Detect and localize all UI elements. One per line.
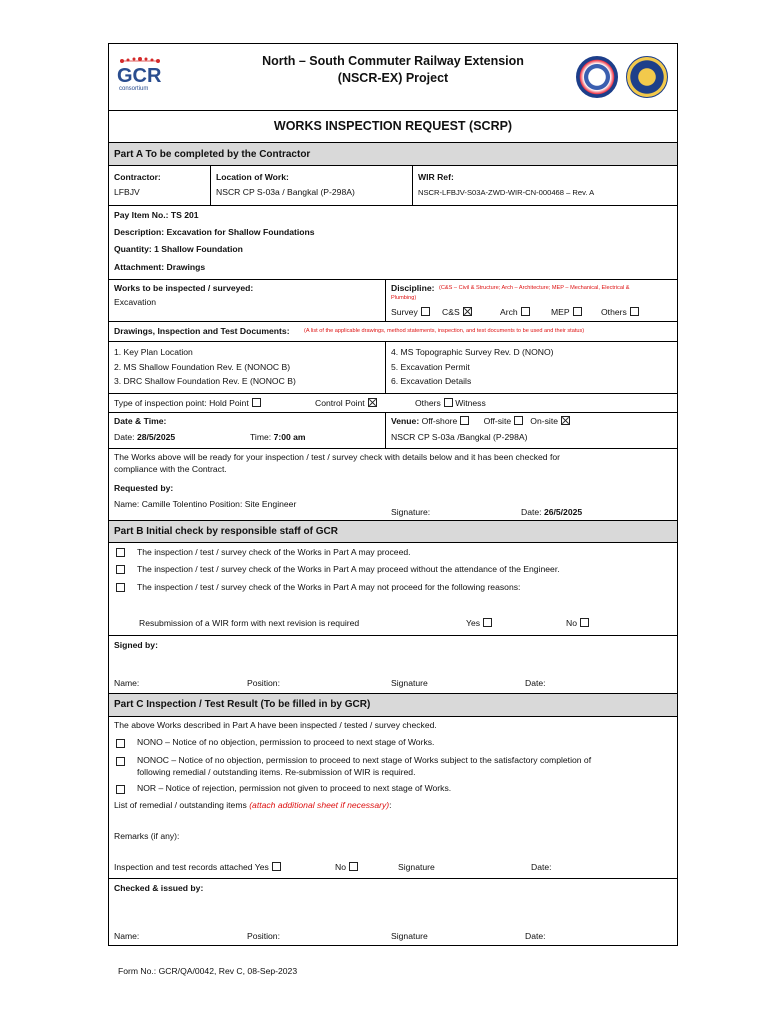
inspection-form [108, 43, 678, 946]
docs-note: (A list of the applicable drawings, method statements, inspection, and test documents to be used and their status) [304, 328, 585, 334]
docs-label: Drawings, Inspection and Test Documents: [114, 326, 290, 336]
nonoc-text-1: NONOC – Notice of no objection, permission to proceed to next stage of Works subject to the satisfactory completion of [137, 755, 592, 765]
option3-text: The inspection / test / survey check of the Works in Part A may not proceed for the following reasons: [137, 582, 521, 592]
part-a-header [109, 143, 677, 166]
option3-checkbox[interactable] [116, 583, 125, 592]
discipline-note-2: Plumbing) [391, 295, 417, 301]
works-discipline-row [109, 280, 677, 322]
control-point-checkbox-checked[interactable] [368, 398, 377, 407]
b-date-label: Date: [525, 678, 546, 688]
time-value: 7:00 am [273, 432, 306, 442]
venue-value: NSCR CP S-03a /Bangkal (P-298A) [391, 432, 528, 442]
part-c-body [109, 717, 677, 879]
discipline-label: Discipline: [391, 283, 435, 293]
part-b-signed-row [109, 636, 677, 694]
doc-item-6: 6. Excavation Details [391, 376, 472, 386]
c-date-label: Date: [531, 862, 552, 872]
records-no-checkbox[interactable] [349, 862, 358, 871]
disc-mep-checkbox[interactable] [573, 307, 582, 316]
resubmission-text: Resubmission of a WIR form with next revision is required [139, 618, 360, 628]
insp-others [415, 398, 486, 409]
docs-list-row [109, 342, 677, 394]
part-a-title: Part A To be completed by the Contractor [114, 149, 311, 160]
option1-text: The inspection / test / survey check of the Works in Part A may proceed. [137, 547, 411, 557]
disc-cs [442, 307, 472, 318]
logo-subtext: consortium [119, 86, 149, 92]
part-c-title: Part C Inspection / Test Result (To be filled in by GCR) [114, 699, 371, 710]
insp-witness-label: Witness [455, 398, 486, 408]
nono-checkbox[interactable] [116, 739, 125, 748]
form-number-footer: Form No.: GCR/QA/0042, Rev C, 08-Sep-2023 [118, 966, 298, 976]
quantity: Quantity: 1 Shallow Foundation [114, 244, 243, 254]
doc-item-4: 4. MS Topographic Survey Rev. D (NONO) [391, 347, 554, 357]
hold-point-checkbox[interactable] [252, 398, 261, 407]
part-b-header [109, 521, 677, 543]
form-header [109, 44, 677, 111]
contractor-label: Contractor: [114, 172, 161, 182]
works-value: Excavation [114, 297, 157, 307]
remedial-note: (attach additional sheet if necessary) [249, 800, 390, 810]
venue-offshore-label: Off-shore [421, 416, 458, 426]
c-signature-label: Signature [398, 862, 435, 872]
resub-yes-checkbox[interactable] [483, 618, 492, 627]
logo-text: GCR [117, 65, 162, 87]
contractor-row [109, 166, 677, 206]
nonoc-checkbox[interactable] [116, 757, 125, 766]
doc-item-1: 1. Key Plan Location [114, 347, 193, 357]
c-name-label: Name: [114, 931, 140, 941]
disc-cs-checkbox-checked[interactable] [463, 307, 472, 316]
records-yes-checkbox[interactable] [272, 862, 281, 871]
option2-text: The inspection / test / survey check of the Works in Part A may proceed without the attendance of the Engineer. [137, 564, 560, 574]
insp-control-label: Control Point [315, 398, 365, 408]
resub-no-label: No [566, 618, 577, 628]
resub-yes-label: Yes [466, 618, 481, 628]
project-title-line2: (NSCR-EX) Project [337, 71, 449, 85]
nonoc-text-2: following remedial / outstanding items. Re-submission of WIR is required. [137, 767, 416, 777]
requested-name: Name: Camille Tolentino Position: Site Engineer [114, 499, 297, 509]
insp-hold [114, 398, 261, 409]
disc-others-checkbox[interactable] [630, 307, 639, 316]
works-label: Works to be inspected / surveyed: [114, 283, 254, 293]
c-intro: The above Works described in Part A have been inspected / tested / survey checked. [114, 720, 437, 730]
inspection-type-row [109, 394, 677, 413]
records-no [335, 862, 358, 873]
part-c-header [109, 694, 677, 717]
ready-text-2: compliance with the Contract. [114, 464, 227, 474]
part-b-options [109, 543, 677, 636]
disc-cs-label: C&S [442, 307, 460, 317]
date-value: 28/5/2025 [136, 432, 176, 442]
date2-label: Date: [521, 507, 544, 517]
offshore-checkbox[interactable] [460, 416, 469, 425]
insp-type-label: Type of inspection point: Hold Point [114, 398, 249, 408]
venue-options [391, 416, 570, 427]
doc-item-2: 2. MS Shallow Foundation Rev. E (NONOC B) [114, 362, 291, 372]
insp-others-label: Others [415, 398, 441, 408]
attachment: Attachment: Drawings [114, 262, 206, 272]
option1-checkbox[interactable] [116, 548, 125, 557]
insp-control [315, 398, 377, 409]
description: Description: Excavation for Shallow Foundations [114, 227, 315, 237]
date-field [114, 432, 175, 443]
offsite-checkbox[interactable] [514, 416, 523, 425]
disc-arch [500, 307, 530, 318]
disc-survey-label: Survey [391, 307, 418, 317]
disc-arch-checkbox[interactable] [521, 307, 530, 316]
discipline-note-1: (C&S – Civil & Structure; Arch – Architecture; MEP – Mechanical, Electrical & [439, 285, 630, 291]
disc-others-label: Others [601, 307, 627, 317]
pay-item-block [109, 206, 677, 280]
others-checkbox[interactable] [444, 398, 453, 407]
c-signature2-label: Signature [391, 931, 428, 941]
time-label: Time: [250, 432, 274, 442]
contractor-value: LFBJV [114, 187, 140, 197]
option2-checkbox[interactable] [116, 565, 125, 574]
records-field [114, 862, 281, 873]
date2-field [521, 507, 582, 518]
requested-by-label: Requested by: [114, 483, 174, 493]
venue-onsite-label: On-site [530, 416, 558, 426]
disc-mep [551, 307, 582, 318]
datetime-venue-row [109, 413, 677, 449]
resub-no [566, 618, 589, 629]
signature-label: Signature: [391, 507, 431, 517]
pnr-seal-icon [626, 56, 668, 98]
disc-arch-label: Arch [500, 307, 518, 317]
remarks-label: Remarks (if any): [114, 831, 180, 841]
time-field [250, 432, 306, 443]
records-label: Inspection and test records attached Yes [114, 862, 269, 872]
doc-item-3: 3. DRC Shallow Foundation Rev. E (NONOC B) [114, 376, 296, 386]
disc-mep-label: MEP [551, 307, 570, 317]
venue-label: Venue: [391, 416, 420, 426]
signed-by-label: Signed by: [114, 640, 158, 650]
wir-label: WIR Ref: [418, 172, 454, 182]
ready-requested-row [109, 449, 677, 521]
resub-no-checkbox[interactable] [580, 618, 589, 627]
wir-value: NSCR-LFBJV-S03A-ZWD-WIR-CN-000468 – Rev. A [418, 188, 595, 197]
docs-header-row [109, 322, 677, 342]
disc-survey-checkbox[interactable] [421, 307, 430, 316]
datetime-label: Date & Time: [114, 416, 167, 426]
part-c-checked-row [109, 879, 677, 945]
checked-issued-label: Checked & issued by: [114, 883, 204, 893]
remedial-colon: : [389, 800, 392, 810]
date-label: Date: [114, 432, 137, 442]
nono-text: NONO – Notice of no objection, permission to proceed to next stage of Works. [137, 737, 435, 747]
doc-item-5: 5. Excavation Permit [391, 362, 470, 372]
resub-yes [466, 618, 492, 629]
disc-others [601, 307, 639, 318]
part-b-title: Part B Initial check by responsible staff of GCR [114, 526, 338, 537]
c-date2-label: Date: [525, 931, 546, 941]
b-signature-label: Signature [391, 678, 428, 688]
form-title-row [109, 111, 677, 143]
nor-text: NOR – Notice of rejection, permission not given to proceed to next stage of Works. [137, 783, 452, 793]
b-name-label: Name: [114, 678, 140, 688]
onsite-checkbox-checked[interactable] [561, 416, 570, 425]
project-title-line1: North – South Commuter Railway Extension [262, 54, 524, 68]
nor-checkbox[interactable] [116, 785, 125, 794]
date2-value: 26/5/2025 [543, 507, 583, 517]
venue-offsite-label: Off-site [483, 416, 512, 426]
remedial-line [114, 800, 392, 811]
b-position-label: Position: [247, 678, 280, 688]
c-position-label: Position: [247, 931, 280, 941]
remedial-label: List of remedial / outstanding items [114, 800, 250, 810]
disc-survey [391, 307, 430, 318]
pay-item: Pay Item No.: TS 201 [114, 210, 199, 220]
location-label: Location of Work: [216, 172, 289, 182]
form-title: WORKS INSPECTION REQUEST (SCRP) [273, 119, 513, 133]
records-no-label: No [335, 862, 346, 872]
dotr-seal-icon [576, 56, 618, 98]
location-value: NSCR CP S-03a / Bangkal (P-298A) [216, 187, 355, 197]
ready-text-1: The Works above will be ready for your inspection / test / survey check with details below and it has been checked for [114, 452, 560, 462]
